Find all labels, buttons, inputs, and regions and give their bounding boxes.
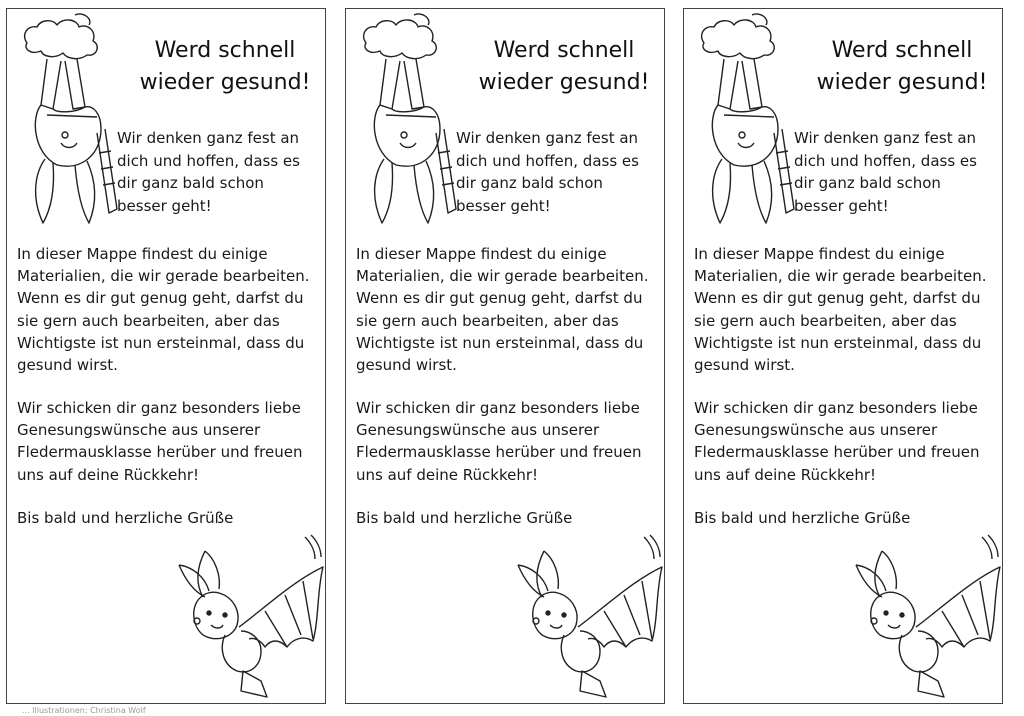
wishes-paragraph xyxy=(17,397,323,486)
text-line: Materialien, die wir gerade bearbeiten. xyxy=(694,267,987,286)
get-well-card-1 xyxy=(6,8,326,704)
text-line: dich und hoffen, dass es xyxy=(456,151,639,170)
closing-text: Bis bald und herzliche Grüße xyxy=(356,509,573,527)
text-line: Materialien, die wir gerade bearbeiten. xyxy=(356,267,649,286)
flying-bat-illustration xyxy=(514,531,664,703)
intro-text xyxy=(456,127,666,217)
text-line: gesund wirst. xyxy=(694,356,795,375)
wishes-paragraph xyxy=(694,397,1000,486)
text-line: dich und hoffen, dass es xyxy=(117,151,300,170)
card-title xyxy=(125,35,325,99)
text-line: Wir denken ganz fest an xyxy=(117,129,300,147)
text-line: Wichtigste ist nun ersteinmal, dass du xyxy=(694,333,982,352)
text-line: dir ganz bald schon xyxy=(456,174,603,192)
text-line: Wenn es dir gut genug geht, darfst du xyxy=(356,289,643,308)
closing-text: Bis bald und herzliche Grüße xyxy=(694,509,911,527)
text-line: sie gern auch bearbeiten, aber das xyxy=(694,311,957,330)
text-line: Wir schicken dir ganz besonders liebe xyxy=(17,399,301,417)
title-line: wieder gesund! xyxy=(816,70,988,95)
text-line: sie gern auch bearbeiten, aber das xyxy=(356,311,619,330)
text-line: dir ganz bald schon xyxy=(794,174,941,192)
text-line: dich und hoffen, dass es xyxy=(794,151,977,170)
text-line: Wir denken ganz fest an xyxy=(794,129,977,147)
text-line: Fledermausklasse herüber und freuen xyxy=(17,443,303,462)
text-line: Genesungswünsche aus unserer xyxy=(356,421,600,440)
text-line: Wenn es dir gut genug geht, darfst du xyxy=(17,289,304,308)
get-well-card-2 xyxy=(345,8,665,704)
text-line: dir ganz bald schon xyxy=(117,174,264,192)
text-line: Wir schicken dir ganz besonders liebe xyxy=(694,399,978,417)
hanging-bat-illustration xyxy=(356,13,466,231)
illustration-credit: ... Illustrationen: Christina Wolf xyxy=(22,706,146,715)
text-line: In dieser Mappe findest du einige xyxy=(694,245,945,263)
text-line: besser geht! xyxy=(794,196,889,215)
wishes-paragraph xyxy=(356,397,662,486)
text-line: Fledermausklasse herüber und freuen xyxy=(694,443,980,462)
closing-text: Bis bald und herzliche Grüße xyxy=(17,509,234,527)
title-line: Werd schnell xyxy=(493,38,635,63)
materials-paragraph xyxy=(694,243,1000,376)
materials-paragraph xyxy=(356,243,662,376)
get-well-card-3 xyxy=(683,8,1003,704)
title-line: wieder gesund! xyxy=(478,70,650,95)
text-line: In dieser Mappe findest du einige xyxy=(356,245,607,263)
text-line: gesund wirst. xyxy=(17,356,118,375)
intro-text xyxy=(794,127,1004,217)
text-line: gesund wirst. xyxy=(356,356,457,375)
flying-bat-illustration xyxy=(175,531,325,703)
card-title xyxy=(802,35,1002,99)
text-line: Genesungswünsche aus unserer xyxy=(694,421,938,440)
title-line: Werd schnell xyxy=(154,38,296,63)
text-line: Wir schicken dir ganz besonders liebe xyxy=(356,399,640,417)
hanging-bat-illustration xyxy=(17,13,127,231)
text-line: Materialien, die wir gerade bearbeiten. xyxy=(17,267,310,286)
text-line: Genesungswünsche aus unserer xyxy=(17,421,261,440)
materials-paragraph xyxy=(17,243,323,376)
text-line: uns auf deine Rückkehr! xyxy=(17,465,200,484)
text-line: besser geht! xyxy=(456,196,551,215)
text-line: Wir denken ganz fest an xyxy=(456,129,639,147)
intro-text xyxy=(117,127,327,217)
hanging-bat-illustration xyxy=(694,13,804,231)
card-title xyxy=(464,35,664,99)
text-line: sie gern auch bearbeiten, aber das xyxy=(17,311,280,330)
text-line: Fledermausklasse herüber und freuen xyxy=(356,443,642,462)
text-line: uns auf deine Rückkehr! xyxy=(356,465,539,484)
text-line: besser geht! xyxy=(117,196,212,215)
flying-bat-illustration xyxy=(852,531,1002,703)
text-line: uns auf deine Rückkehr! xyxy=(694,465,877,484)
text-line: Wenn es dir gut genug geht, darfst du xyxy=(694,289,981,308)
text-line: Wichtigste ist nun ersteinmal, dass du xyxy=(356,333,644,352)
text-line: In dieser Mappe findest du einige xyxy=(17,245,268,263)
text-line: Wichtigste ist nun ersteinmal, dass du xyxy=(17,333,305,352)
title-line: wieder gesund! xyxy=(139,70,311,95)
title-line: Werd schnell xyxy=(831,38,973,63)
